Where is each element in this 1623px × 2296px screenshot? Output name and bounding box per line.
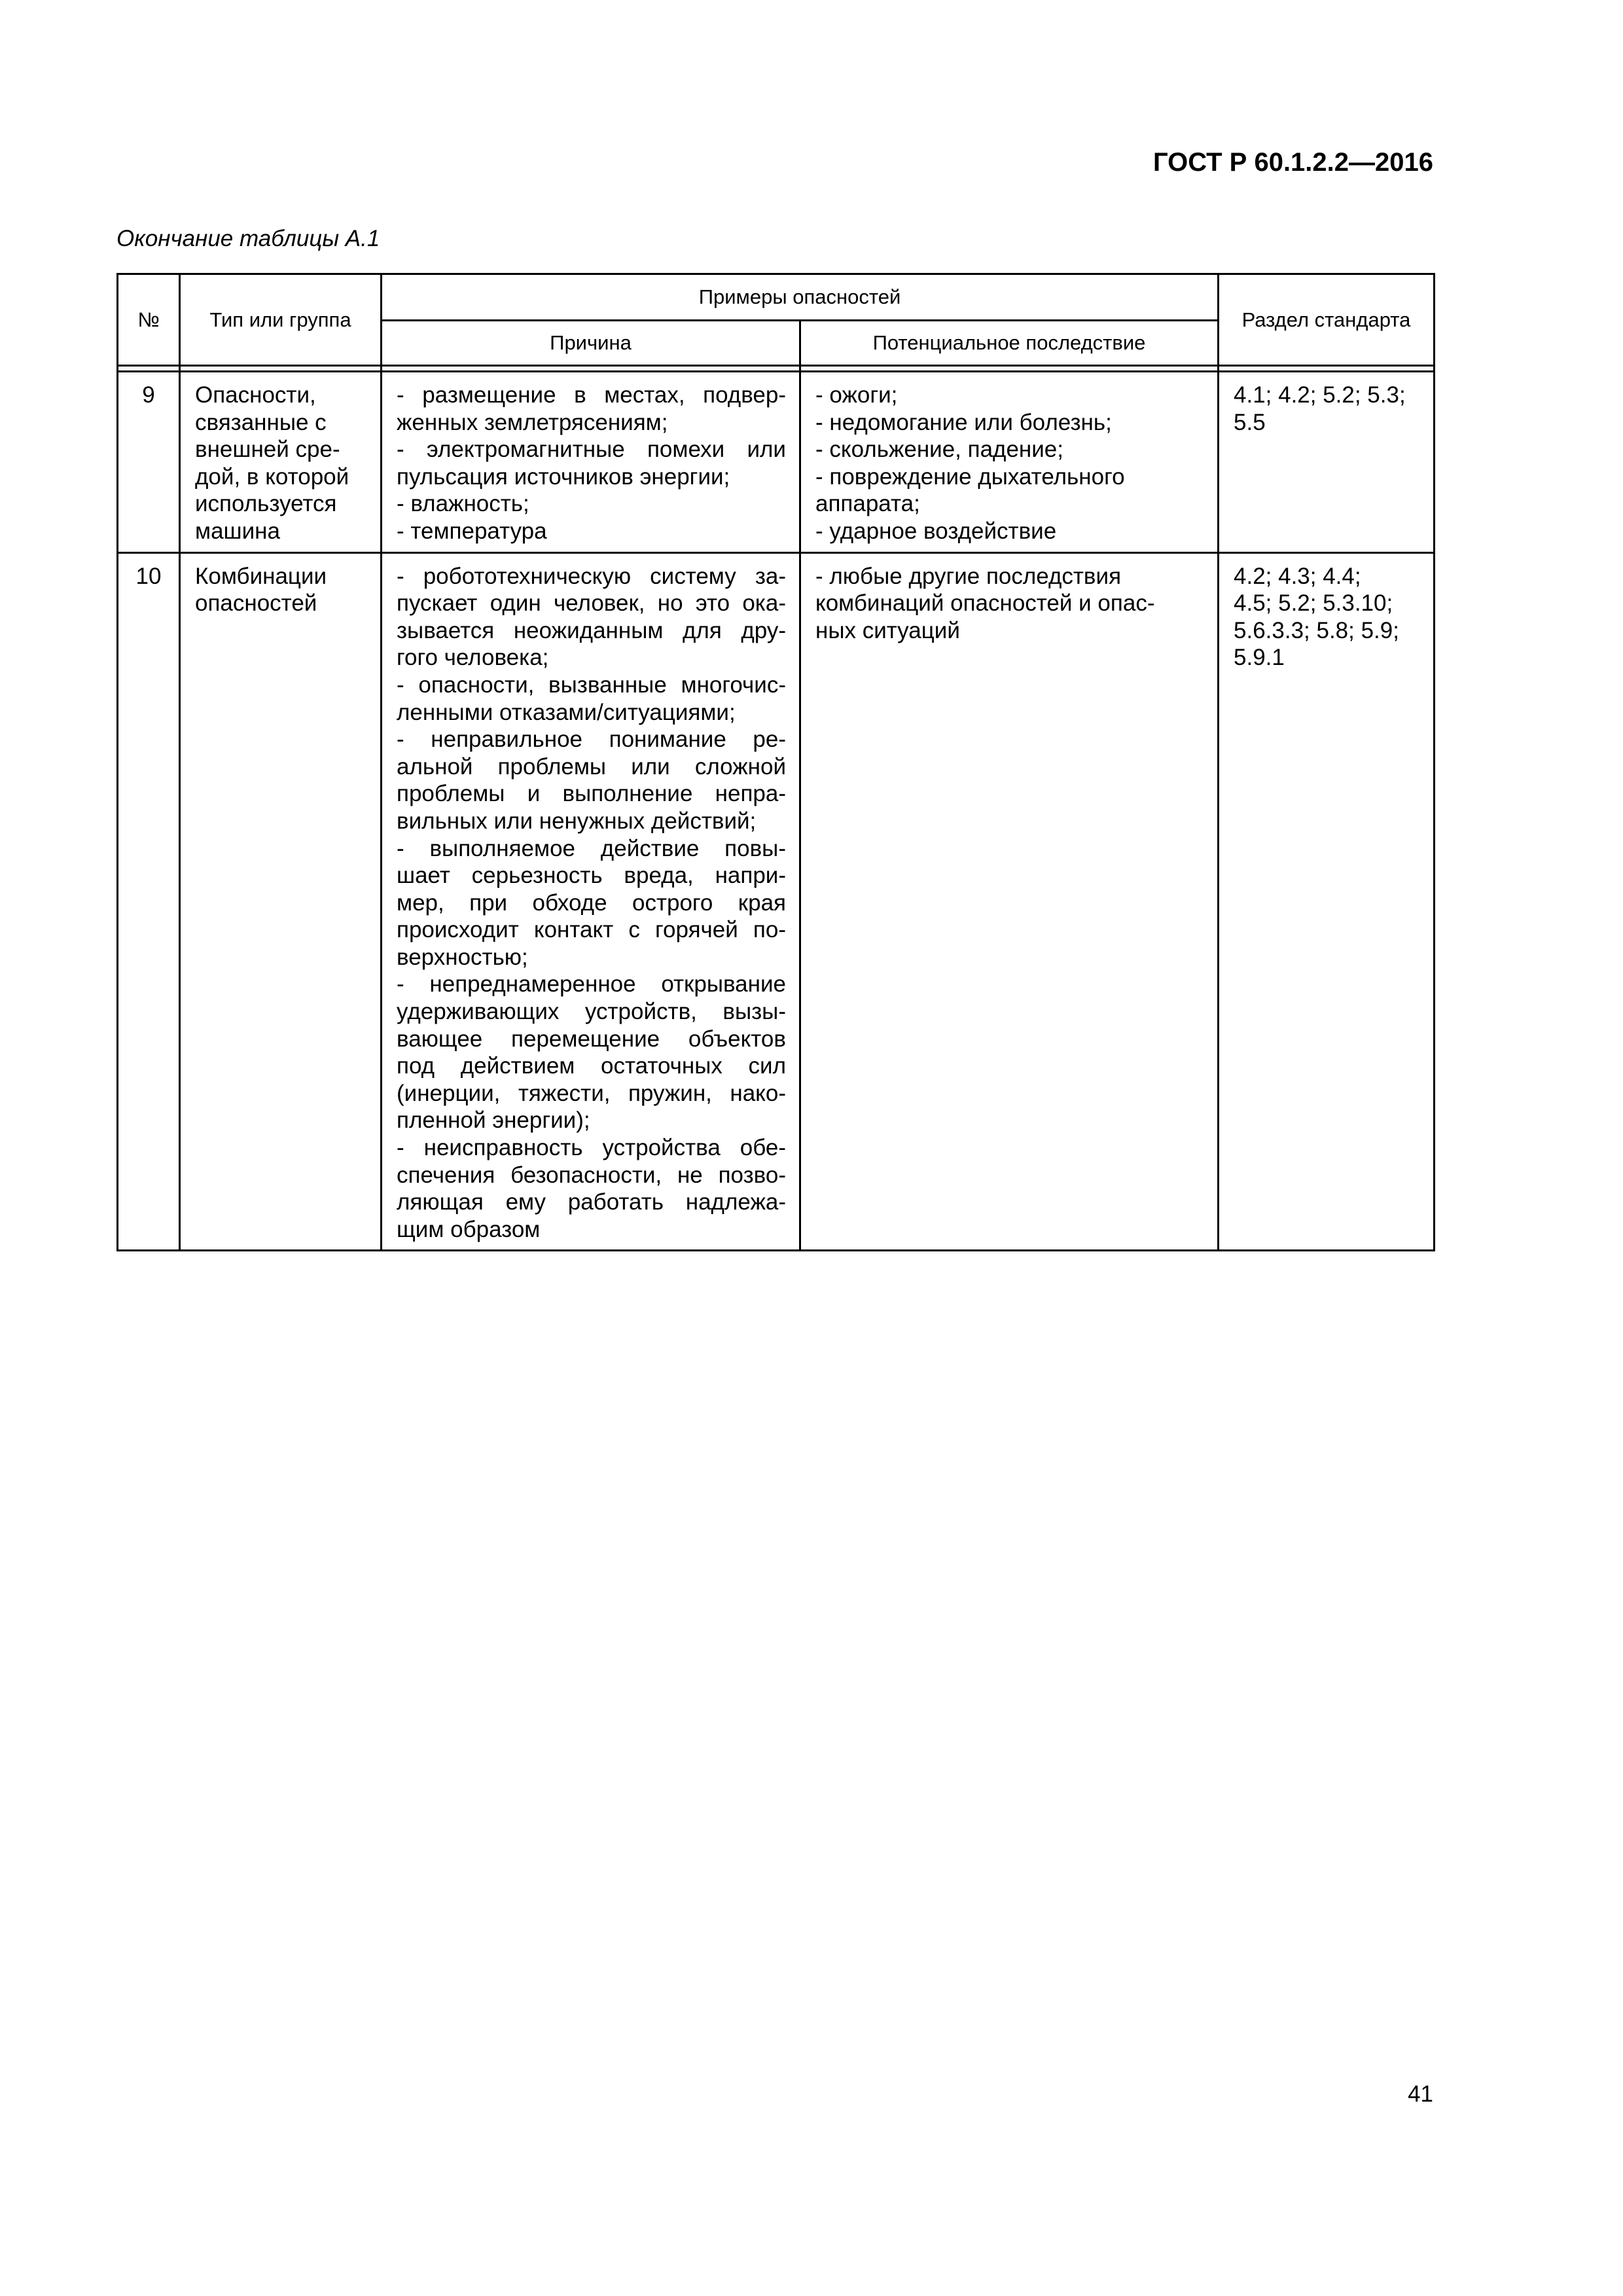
hazard-type-line: Опасности,: [195, 382, 316, 408]
cause-line: - робототехническую систему за-: [397, 563, 786, 589]
header-number: №: [118, 274, 180, 366]
table-row: [118, 372, 1435, 553]
cause-line: (инерции, тяжести, пружин, нако-: [397, 1080, 786, 1106]
header-consequence: Потенциальное последствие: [800, 321, 1219, 366]
consequence-line: ных ситуаций: [815, 617, 960, 643]
header-section: Раздел стандарта: [1219, 274, 1435, 366]
hazards-table: [116, 273, 1435, 1251]
cause-line: женных землетрясениям;: [397, 409, 668, 435]
hazard-type-line: опасностей: [195, 590, 317, 617]
cause-line: пленной энергии);: [397, 1107, 590, 1134]
table-row: [118, 552, 1435, 1251]
header-cause: Причина: [382, 321, 800, 366]
consequence-line: - ожоги;: [815, 382, 898, 408]
cause-line: альной проблемы или сложной: [397, 753, 786, 780]
cause-line: пульсация источников энергии;: [397, 463, 730, 490]
cause-line: верхностью;: [397, 944, 528, 970]
cause-line: проблемы и выполнение непра-: [397, 781, 786, 807]
cause-line: - неисправность устройства обе-: [397, 1135, 786, 1161]
cause-line: вильных или ненужных действий;: [397, 808, 757, 834]
section-line: 5.9.1: [1234, 645, 1285, 671]
consequence-line: аппарата;: [815, 491, 920, 517]
section-line: 5.5: [1234, 409, 1266, 435]
hazard-type-cell: [180, 372, 382, 553]
header-type: Тип или группа: [180, 274, 382, 366]
header-examples: Примеры опасностей: [382, 274, 1219, 321]
row-number: 10: [118, 552, 180, 1251]
cause-line: - непреднамеренное открывание: [397, 971, 786, 997]
cause-line: гого человека;: [397, 645, 549, 671]
hazard-type-line: машина: [195, 518, 280, 544]
hazard-type-line: Комбинации: [195, 563, 327, 589]
section-line: 5.6.3.3; 5.8; 5.9;: [1234, 617, 1399, 643]
cause-line: - влажность;: [397, 491, 529, 517]
cause-line: - температура: [397, 518, 547, 544]
cause-line: - электромагнитные помехи или: [397, 437, 786, 463]
hazard-type-cell: [180, 552, 382, 1251]
consequence-cell: [800, 372, 1219, 553]
section-line: 4.2; 4.3; 4.4;: [1234, 563, 1361, 589]
consequence-line: - повреждение дыхательного: [815, 463, 1125, 490]
cause-cell: [382, 552, 800, 1251]
page-number: 41: [1408, 2081, 1433, 2107]
cause-line: шает серьезность вреда, напри-: [397, 863, 786, 889]
table-caption: Окончание таблицы А.1: [116, 226, 380, 251]
cause-line: - неправильное понимание ре-: [397, 726, 786, 753]
consequence-line: - недомогание или болезнь;: [815, 409, 1112, 435]
cause-line: удерживающих устройств, вызы-: [397, 999, 786, 1025]
cause-line: вающее перемещение объектов: [397, 1026, 786, 1052]
cause-cell: [382, 372, 800, 553]
section-cell: [1219, 372, 1435, 553]
cause-line: - опасности, вызванные многочис-: [397, 672, 786, 698]
consequence-line: - ударное воздействие: [815, 518, 1057, 544]
consequence-line: комбинаций опасностей и опас-: [815, 590, 1155, 617]
cause-line: - выполняемое действие повы-: [397, 835, 786, 861]
hazard-type-line: связанные с: [195, 409, 327, 435]
cause-line: пускает один человек, но это ока-: [397, 590, 786, 617]
cause-line: мер, при обходе острого края: [397, 889, 786, 916]
cause-line: щим образом: [397, 1216, 541, 1242]
hazard-type-line: внешней сре-: [195, 437, 340, 463]
document-code: ГОСТ Р 60.1.2.2—2016: [1152, 148, 1433, 177]
cause-line: происходит контакт с горячей по-: [397, 917, 786, 943]
cause-line: зывается неожиданным для дру-: [397, 617, 786, 643]
section-line: 4.5; 5.2; 5.3.10;: [1234, 590, 1393, 617]
cause-line: - размещение в местах, подвер-: [397, 382, 786, 408]
section-cell: [1219, 552, 1435, 1251]
hazard-type-line: используется: [195, 491, 337, 517]
consequence-cell: [800, 552, 1219, 1251]
cause-line: спечения безопасности, не позво-: [397, 1162, 786, 1188]
consequence-line: - любые другие последствия: [815, 563, 1122, 589]
cause-line: под действием остаточных сил: [397, 1053, 786, 1079]
consequence-line: - скольжение, падение;: [815, 437, 1063, 463]
hazard-type-line: дой, в которой: [195, 463, 349, 490]
cause-line: ляющая ему работать надлежа-: [397, 1189, 786, 1215]
cause-line: ленными отказами/ситуациями;: [397, 699, 736, 725]
row-number: 9: [118, 372, 180, 553]
section-line: 4.1; 4.2; 5.2; 5.3;: [1234, 382, 1406, 408]
